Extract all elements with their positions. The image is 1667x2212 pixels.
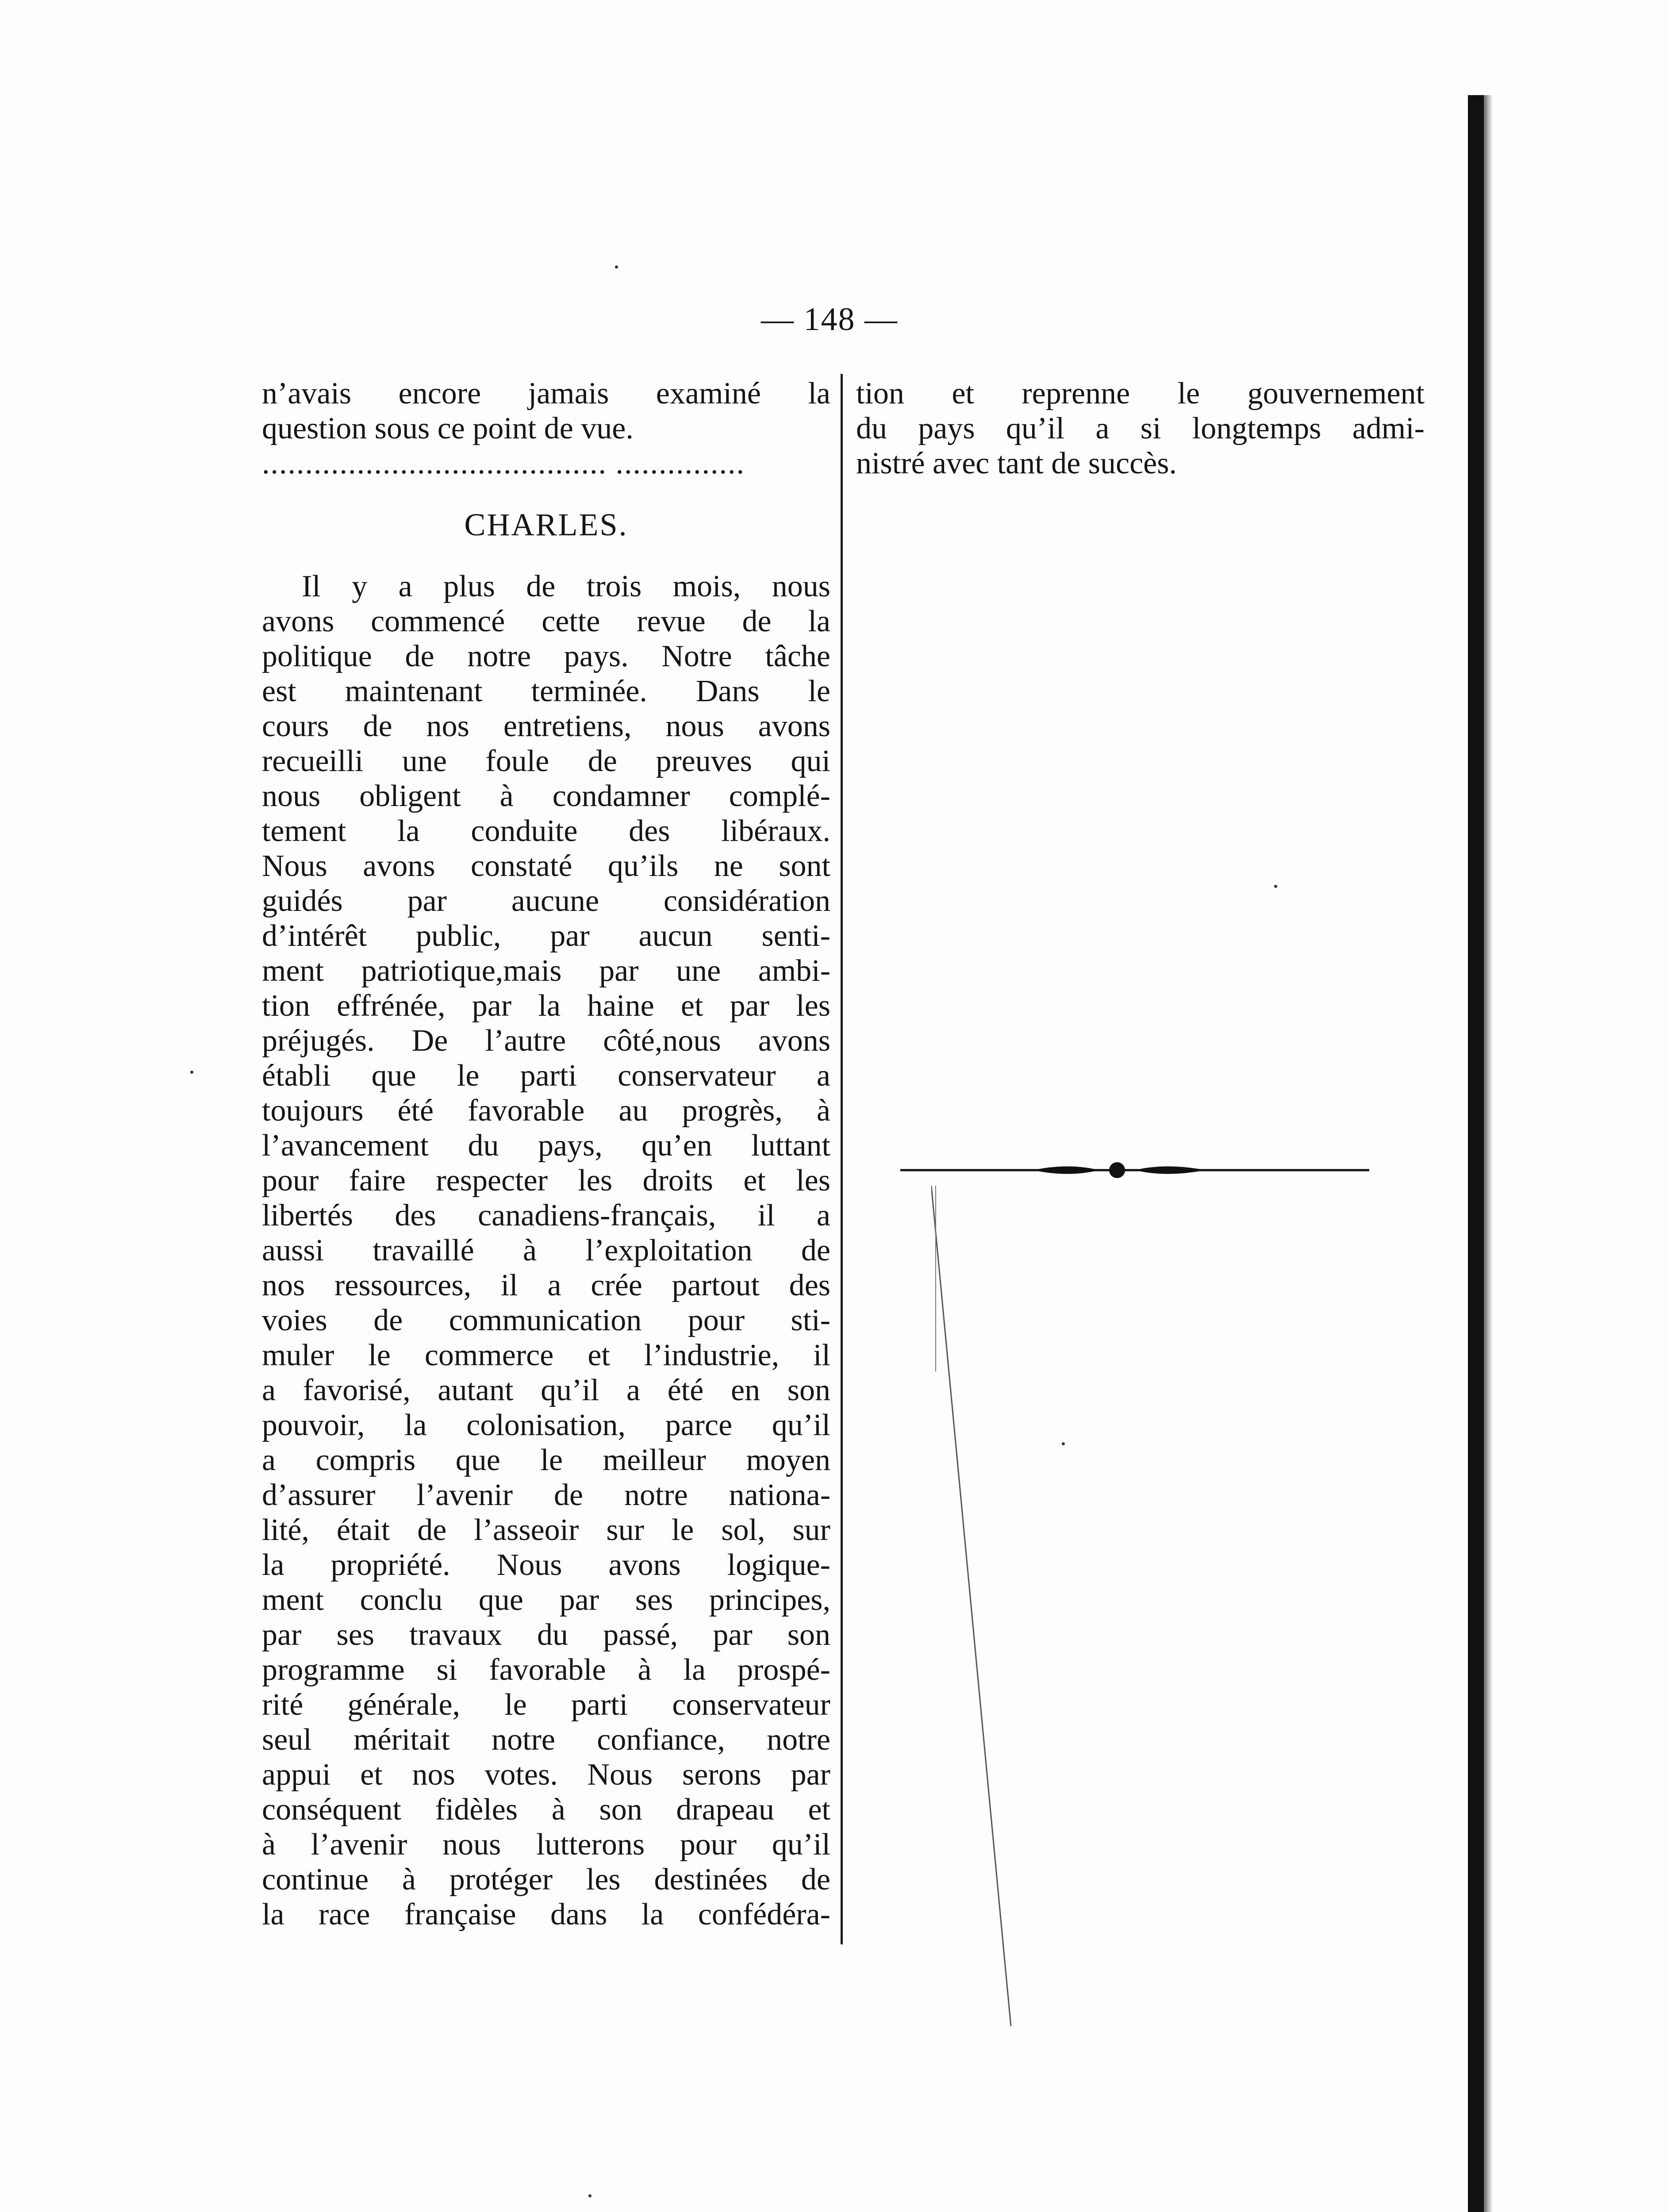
right-column <box>856 376 1425 481</box>
text-line: nos ressources, il a crée partout des <box>262 1268 830 1302</box>
text-line: a favorisé, autant qu’il a été en son <box>262 1373 830 1407</box>
ellipsis-dots: ........................................ ............... <box>262 446 745 480</box>
column-divider <box>841 374 843 1944</box>
text-line: pour faire respecter les droits et les <box>262 1164 830 1198</box>
text-line: avons commencé cette revue de la <box>262 604 830 638</box>
scan-speck <box>588 2194 592 2197</box>
scan-artifact-line <box>931 1186 1020 2048</box>
text-line: nous obligent à condamner complé- <box>262 779 830 813</box>
page-number: — 148 — <box>761 301 898 338</box>
text-line: seul méritait notre confiance, notre <box>262 1723 830 1757</box>
text-line: a compris que le meilleur moyen <box>262 1443 830 1477</box>
text-line: Il y a plus de trois mois, nous <box>302 569 830 603</box>
text-line: lité, était de l’asseoir sur le sol, sur <box>262 1513 830 1547</box>
text-line: aussi travaillé à l’exploitation de <box>262 1233 830 1267</box>
text-line: l’avancement du pays, qu’en luttant <box>262 1129 830 1163</box>
text-line: rité générale, le parti conservateur <box>262 1688 830 1722</box>
scan-speck <box>615 265 618 269</box>
text-line: cours de nos entretiens, nous avons <box>262 709 830 743</box>
text-line: n’avais encore jamais examiné la <box>262 376 830 411</box>
text-line: conséquent fidèles à son drapeau et <box>262 1793 830 1827</box>
text-line: par ses travaux du passé, par son <box>262 1618 830 1652</box>
text-line: nistré avec tant de succès. <box>856 446 1177 480</box>
text-line: tion effrénée, par la haine et par les <box>262 989 830 1023</box>
paragraph <box>262 569 830 1932</box>
text-line: programme si favorable à la prospé- <box>262 1653 830 1687</box>
text-line: tement la conduite des libéraux. <box>262 814 830 848</box>
text-line: appui et nos votes. Nous serons par <box>262 1758 830 1792</box>
text-line: ment patriotique,mais par une ambi- <box>262 954 830 988</box>
left-column <box>262 376 830 1932</box>
scan-speck <box>1062 1442 1065 1445</box>
scan-speck <box>190 1071 193 1074</box>
text-line: guidés par aucune considération <box>262 884 830 918</box>
text-line: la propriété. Nous avons logique- <box>262 1548 830 1582</box>
binding-edge <box>1468 95 1484 2212</box>
text-line: préjugés. De l’autre côté,nous avons <box>262 1024 830 1058</box>
text-line: continue à protéger les destinées de <box>262 1863 830 1897</box>
text-line: d’assurer l’avenir de notre nationa- <box>262 1478 830 1512</box>
text-line: muler le commerce et l’industrie, il <box>262 1338 830 1372</box>
text-line: question sous ce point de vue. <box>262 411 634 445</box>
text-line: à l’avenir nous lutterons pour qu’il <box>262 1828 830 1862</box>
text-line: Nous avons constaté qu’ils ne sont <box>262 849 830 883</box>
text-line: la race française dans la confédéra- <box>262 1897 830 1932</box>
scan-speck <box>1274 885 1277 888</box>
text-line: politique de notre pays. Notre tâche <box>262 639 830 673</box>
text-line: d’intérêt public, par aucun senti- <box>262 919 830 953</box>
text-line: établi que le parti conservateur a <box>262 1059 830 1093</box>
text-line: voies de communication pour sti- <box>262 1303 830 1337</box>
text-line: tion et reprenne le gouvernement <box>856 376 1425 411</box>
text-line: ment conclu que par ses principes, <box>262 1583 830 1617</box>
text-line: recueilli une foule de preuves qui <box>262 744 830 778</box>
text-line: pouvoir, la colonisation, parce qu’il <box>262 1408 830 1442</box>
speaker-heading: CHARLES. <box>464 507 628 542</box>
text-line: toujours été favorable au progrès, à <box>262 1094 830 1128</box>
text-line: est maintenant terminée. Dans le <box>262 674 830 708</box>
text-line: libertés des canadiens-français, il a <box>262 1198 830 1233</box>
text-line: du pays qu’il a si longtemps admi- <box>856 411 1425 445</box>
ornamental-rule <box>900 1150 1369 1190</box>
binding-shadow <box>1484 95 1493 2212</box>
